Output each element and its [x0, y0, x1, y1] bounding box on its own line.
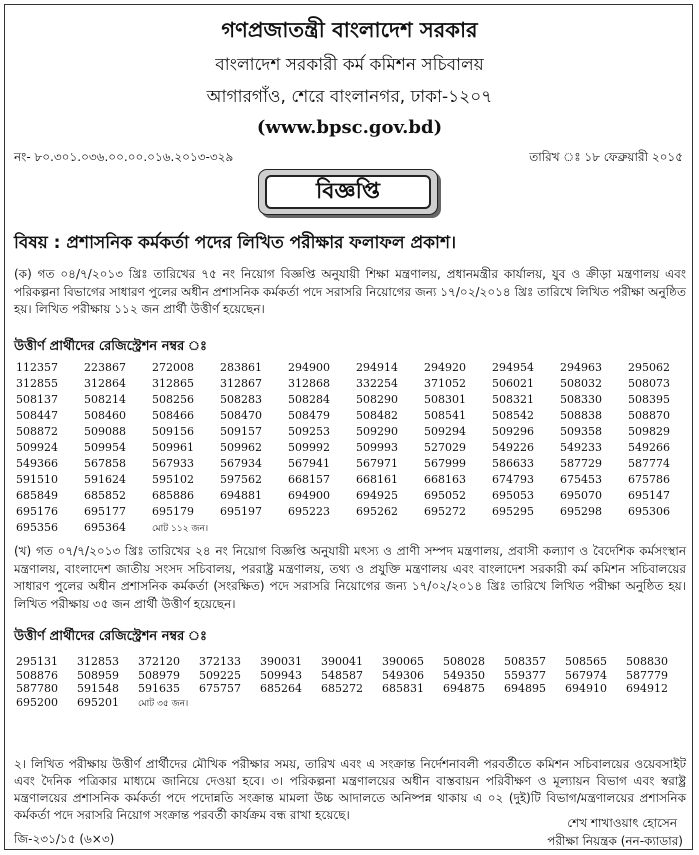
footer-code: জি-২৩১/১৫ (৬×৩) — [14, 832, 115, 846]
registration-row — [16, 655, 687, 669]
candidate-total: মোট ১১২ জন। — [152, 524, 209, 534]
registration-number: 508447 — [16, 409, 58, 422]
registration-number: 508541 — [424, 409, 466, 422]
registration-number: 312853 — [77, 655, 119, 668]
registration-row — [16, 456, 696, 472]
registration-number: 312865 — [152, 377, 194, 390]
registration-number: 295131 — [16, 655, 58, 668]
registration-number: 508470 — [220, 409, 262, 422]
section1-registration-grid — [16, 360, 696, 536]
candidate-total: মোট ৩৫ জন। — [138, 698, 189, 709]
registration-number: 694881 — [220, 489, 262, 502]
registration-number: 586633 — [492, 457, 534, 470]
registration-row — [16, 424, 696, 440]
registration-row — [16, 376, 696, 392]
registration-number: 695147 — [628, 489, 670, 502]
registration-number: 668163 — [424, 473, 466, 486]
registration-row — [16, 472, 696, 488]
registration-number: 509829 — [628, 425, 670, 438]
registration-number: 685831 — [382, 682, 424, 695]
registration-number: 506021 — [492, 377, 534, 390]
registration-number: 509961 — [152, 441, 194, 454]
commission-name: বাংলাদেশ সরকারী কর্ম কমিশন সচিবালয় — [215, 55, 484, 75]
registration-number: 694895 — [504, 682, 546, 695]
signer-title: পরীক্ষা নিয়ন্ত্রক (নন-ক্যাডার) — [547, 834, 683, 848]
registration-number: 508542 — [492, 409, 534, 422]
registration-number: 695197 — [220, 505, 262, 518]
registration-number: 695306 — [628, 505, 670, 518]
signer-name: শেখ শাখাওয়াৎ হোসেন — [567, 816, 677, 830]
registration-number: 390065 — [382, 655, 424, 668]
registration-number: 312868 — [288, 377, 330, 390]
paragraph-2-3: ২। লিখিত পরীক্ষায় উত্তীর্ণ প্রার্থীদের মৌখিক পরীক্ষার সময়, তারিখ এবং এ সংক্রান্ত নির্দেশনাবলী পরবর্তীতে কমিশন সচিবালয়ের ওয়েবসাইট এবং দৈনিক পত্রিকার মাধ্যমে জানিয়ে দেওয়া হবে। ৩। পরিকল্পনা মন্ত্রণালয়ের অধীন বাস্তবায়ন পরিবীক্ষণ ও মূল্যায়ন বিভাগ এবং স্বরাষ্ট্র মন্ত্রণালয়ের প্রশাসনিক কর্মকর্তা পদে পদোন্নতি সংক্রান্ত মামলা উচ্চ আদালতে অনিষ্পন্ন থাকায় এ ০২ (দুই)টি বিভাগ/মন্ত্রণালয়ের প্রশাসনিক কর্মকর্তা পদে সরাসরি নিয়োগ সংক্রান্ত পরবর্তী কার্যক্রম বন্ধ রাখা হয়েছে। — [14, 757, 686, 822]
website-link[interactable]: (www.bpsc.gov.bd) — [256, 117, 443, 138]
registration-number: 685849 — [16, 489, 58, 502]
registration-number: 587729 — [560, 457, 602, 470]
registration-number: 591635 — [138, 682, 180, 695]
registration-number: 685886 — [152, 489, 194, 502]
registration-number: 509296 — [492, 425, 534, 438]
registration-number: 695052 — [424, 489, 466, 502]
section2-heading: উত্তীর্ণ প্রার্থীদের রেজিস্ট্রেশন নম্বর ঃ — [14, 629, 207, 644]
registration-number: 567934 — [220, 457, 262, 470]
registration-number: 508330 — [560, 393, 602, 406]
registration-number: 694912 — [626, 682, 668, 695]
registration-number: 390031 — [260, 655, 302, 668]
registration-row — [16, 669, 687, 683]
registration-number: 312867 — [220, 377, 262, 390]
registration-number: 509156 — [152, 425, 194, 438]
registration-number: 508073 — [628, 377, 670, 390]
registration-number: 509088 — [84, 425, 126, 438]
registration-number: 508321 — [492, 393, 534, 406]
memo-number: নং- ৮০.৩০১.০৩৬.০০.০০.০১৬.২০১৩-৩২৯ — [14, 150, 234, 164]
registration-number: 223867 — [84, 361, 126, 374]
registration-number: 508479 — [288, 409, 330, 422]
registration-number: 508028 — [443, 655, 485, 668]
registration-number: 509954 — [84, 441, 126, 454]
registration-number: 675757 — [199, 682, 241, 695]
registration-number: 567999 — [424, 457, 466, 470]
registration-row — [16, 408, 696, 424]
registration-number: 508830 — [626, 655, 668, 668]
registration-number: 508032 — [560, 377, 602, 390]
registration-number: 587774 — [628, 457, 670, 470]
registration-number: 508301 — [424, 393, 466, 406]
registration-number: 694910 — [565, 682, 607, 695]
registration-number: 695201 — [77, 695, 119, 709]
registration-number: 294914 — [356, 361, 398, 374]
registration-number: 695070 — [560, 489, 602, 502]
registration-number: 549350 — [443, 668, 485, 682]
registration-number: 668161 — [356, 473, 398, 486]
registration-number: 509294 — [424, 425, 466, 438]
registration-number: 548587 — [321, 668, 363, 682]
registration-number: 695200 — [16, 695, 58, 709]
registration-number: 685264 — [260, 682, 302, 695]
registration-number: 694875 — [443, 682, 485, 695]
registration-number: 695179 — [152, 505, 194, 518]
registration-number: 695053 — [492, 489, 534, 502]
paragraph-ka: (ক) গত ০৪/৭/২০১৩ খ্রিঃ তারিখের ৭৫ নং নিয়োগ বিজ্ঞপ্তি অনুযায়ী শিক্ষা মন্ত্রণালয়, প্রধানমন্ত্রীর কার্যালয়, যুব ও ক্রীড়া মন্ত্রণালয় এবং পরিকল্পনা বিভাগের সাধারণ পুলের অধীন প্রশাসনিক কর্মকর্তা পদে সরাসরি নিয়োগের জন্য ১৭/০২/২০১৪ খ্রিঃ তারিখে লিখিত পরীক্ষা অনুষ্ঠিত হয়। লিখিত পরীক্ষায় ১১২ জন প্রার্থী উত্তীর্ণ হয়েছেন। — [14, 267, 686, 316]
registration-number: 695177 — [84, 505, 126, 518]
registration-number: 694900 — [288, 489, 330, 502]
notice-title: বিজ্ঞপ্তি — [265, 175, 431, 209]
registration-number: 595102 — [152, 473, 194, 486]
registration-number: 695298 — [560, 505, 602, 518]
registration-number: 294900 — [288, 361, 330, 374]
registration-number: 549306 — [382, 668, 424, 682]
registration-number: 294920 — [424, 361, 466, 374]
registration-number: 509157 — [220, 425, 262, 438]
registration-number: 587780 — [16, 682, 58, 695]
registration-number: 294963 — [560, 361, 602, 374]
registration-number: 695356 — [16, 521, 58, 534]
registration-number: 559377 — [504, 668, 546, 682]
registration-number: 685272 — [321, 682, 363, 695]
registration-number: 371052 — [424, 377, 466, 390]
registration-number: 509993 — [356, 441, 398, 454]
registration-number: 527029 — [424, 441, 466, 454]
registration-number: 591548 — [77, 682, 119, 695]
registration-number: 508838 — [560, 409, 602, 422]
registration-number: 597562 — [220, 473, 262, 486]
registration-number: 508482 — [356, 409, 398, 422]
registration-number: 567941 — [288, 457, 330, 470]
registration-number: 283861 — [220, 361, 262, 374]
registration-number: 508214 — [84, 393, 126, 406]
registration-number: 295062 — [628, 361, 670, 374]
registration-row — [16, 696, 687, 710]
registration-row — [16, 682, 687, 696]
registration-number: 509290 — [356, 425, 398, 438]
registration-number: 508872 — [16, 425, 58, 438]
registration-number: 509253 — [288, 425, 330, 438]
registration-number: 695295 — [492, 505, 534, 518]
registration-number: 312855 — [16, 377, 58, 390]
registration-row — [16, 504, 696, 520]
registration-number: 508876 — [16, 668, 58, 682]
registration-number: 567974 — [565, 668, 607, 682]
registration-number: 508979 — [138, 668, 180, 682]
registration-number: 294954 — [492, 361, 534, 374]
registration-row — [16, 440, 696, 456]
registration-number: 508283 — [220, 393, 262, 406]
registration-row — [16, 520, 696, 536]
registration-number: 509943 — [260, 668, 302, 682]
paragraph-kha: (খ) গত ০৭/৭/২০১৩ খ্রিঃ তারিখের ২৪ নং নিয়োগ বিজ্ঞপ্তি অনুযায়ী মৎস্য ও প্রাণী সম্পদ মন্ত্রণালয়, প্রবাসী কল্যাণ ও বৈদেশিক কর্মসংস্থান মন্ত্রণালয়, বাংলাদেশ জাতীয় সংসদ সচিবালয়, পররাষ্ট্র মন্ত্রণালয়, তথ্য ও প্রযুক্তি মন্ত্রণালয় এবং বাংলাদেশ সরকারী কর্ম কমিশন সচিবালয়ের সাধারণ পুলের অধীন প্রশাসনিক কর্মকর্তা (সংরক্ষিত) পদে সরাসরি নিয়োগের জন্য ১৭/০২/২০১৪ খ্রিঃ তারিখে লিখিত পরীক্ষা অনুষ্ঠিত হয়। লিখিত পরীক্ষায় ৩৫ জন প্রার্থী উত্তীর্ণ হয়েছেন। — [14, 544, 686, 611]
registration-number: 695272 — [424, 505, 466, 518]
registration-number: 508357 — [504, 655, 546, 668]
registration-number: 508870 — [628, 409, 670, 422]
govt-title: গণপ্রজাতন্ত্রী বাংলাদেশ সরকার — [221, 18, 478, 42]
registration-number: 508284 — [288, 393, 330, 406]
registration-number: 675453 — [560, 473, 602, 486]
registration-number: 508565 — [565, 655, 607, 668]
registration-number: 567858 — [84, 457, 126, 470]
registration-number: 549266 — [628, 441, 670, 454]
registration-number: 112357 — [16, 361, 58, 374]
registration-number: 508256 — [152, 393, 194, 406]
notice-date: তারিখ ঃ ১৮ ফেব্রুয়ারী ২০১৫ — [529, 150, 683, 164]
address: আগারগাঁও, শেরে বাংলানগর, ঢাকা-১২০৭ — [206, 87, 493, 107]
registration-number: 587779 — [626, 668, 668, 682]
registration-row — [16, 392, 696, 408]
registration-number: 390041 — [321, 655, 363, 668]
registration-number: 694925 — [356, 489, 398, 502]
registration-number: 695364 — [84, 521, 126, 534]
notice-badge — [258, 169, 438, 215]
registration-number: 332254 — [356, 377, 398, 390]
registration-number: 567933 — [152, 457, 194, 470]
subject-line: বিষয় : প্রশাসনিক কর্মকর্তা পদের লিখিত পরীক্ষার ফলাফল প্রকাশ। — [14, 233, 457, 253]
registration-number: 567971 — [356, 457, 398, 470]
registration-number: 509924 — [16, 441, 58, 454]
registration-number: 372120 — [138, 655, 180, 668]
registration-number: 272008 — [152, 361, 194, 374]
registration-number: 509358 — [560, 425, 602, 438]
registration-number: 591624 — [84, 473, 126, 486]
registration-number: 685852 — [84, 489, 126, 502]
registration-number: 372133 — [199, 655, 241, 668]
registration-number: 549366 — [16, 457, 58, 470]
registration-number: 591510 — [16, 473, 58, 486]
registration-number: 312864 — [84, 377, 126, 390]
registration-number: 695223 — [288, 505, 330, 518]
registration-number: 509962 — [220, 441, 262, 454]
registration-number: 674793 — [492, 473, 534, 486]
registration-number: 509992 — [288, 441, 330, 454]
registration-number: 695176 — [16, 505, 58, 518]
registration-number: 549226 — [492, 441, 534, 454]
registration-number: 508290 — [356, 393, 398, 406]
registration-number: 508395 — [628, 393, 670, 406]
registration-number: 508460 — [84, 409, 126, 422]
registration-number: 508137 — [16, 393, 58, 406]
registration-number: 675786 — [628, 473, 670, 486]
registration-number: 509225 — [199, 668, 241, 682]
section1-heading: উত্তীর্ণ প্রার্থীদের রেজিস্ট্রেশন নম্বর ঃ — [14, 339, 207, 354]
registration-number: 549233 — [560, 441, 602, 454]
registration-number: 508466 — [152, 409, 194, 422]
registration-row — [16, 360, 696, 376]
registration-number: 508959 — [77, 668, 119, 682]
registration-number: 695262 — [356, 505, 398, 518]
registration-number: 668157 — [288, 473, 330, 486]
section2-registration-grid — [16, 655, 687, 709]
registration-row — [16, 488, 696, 504]
